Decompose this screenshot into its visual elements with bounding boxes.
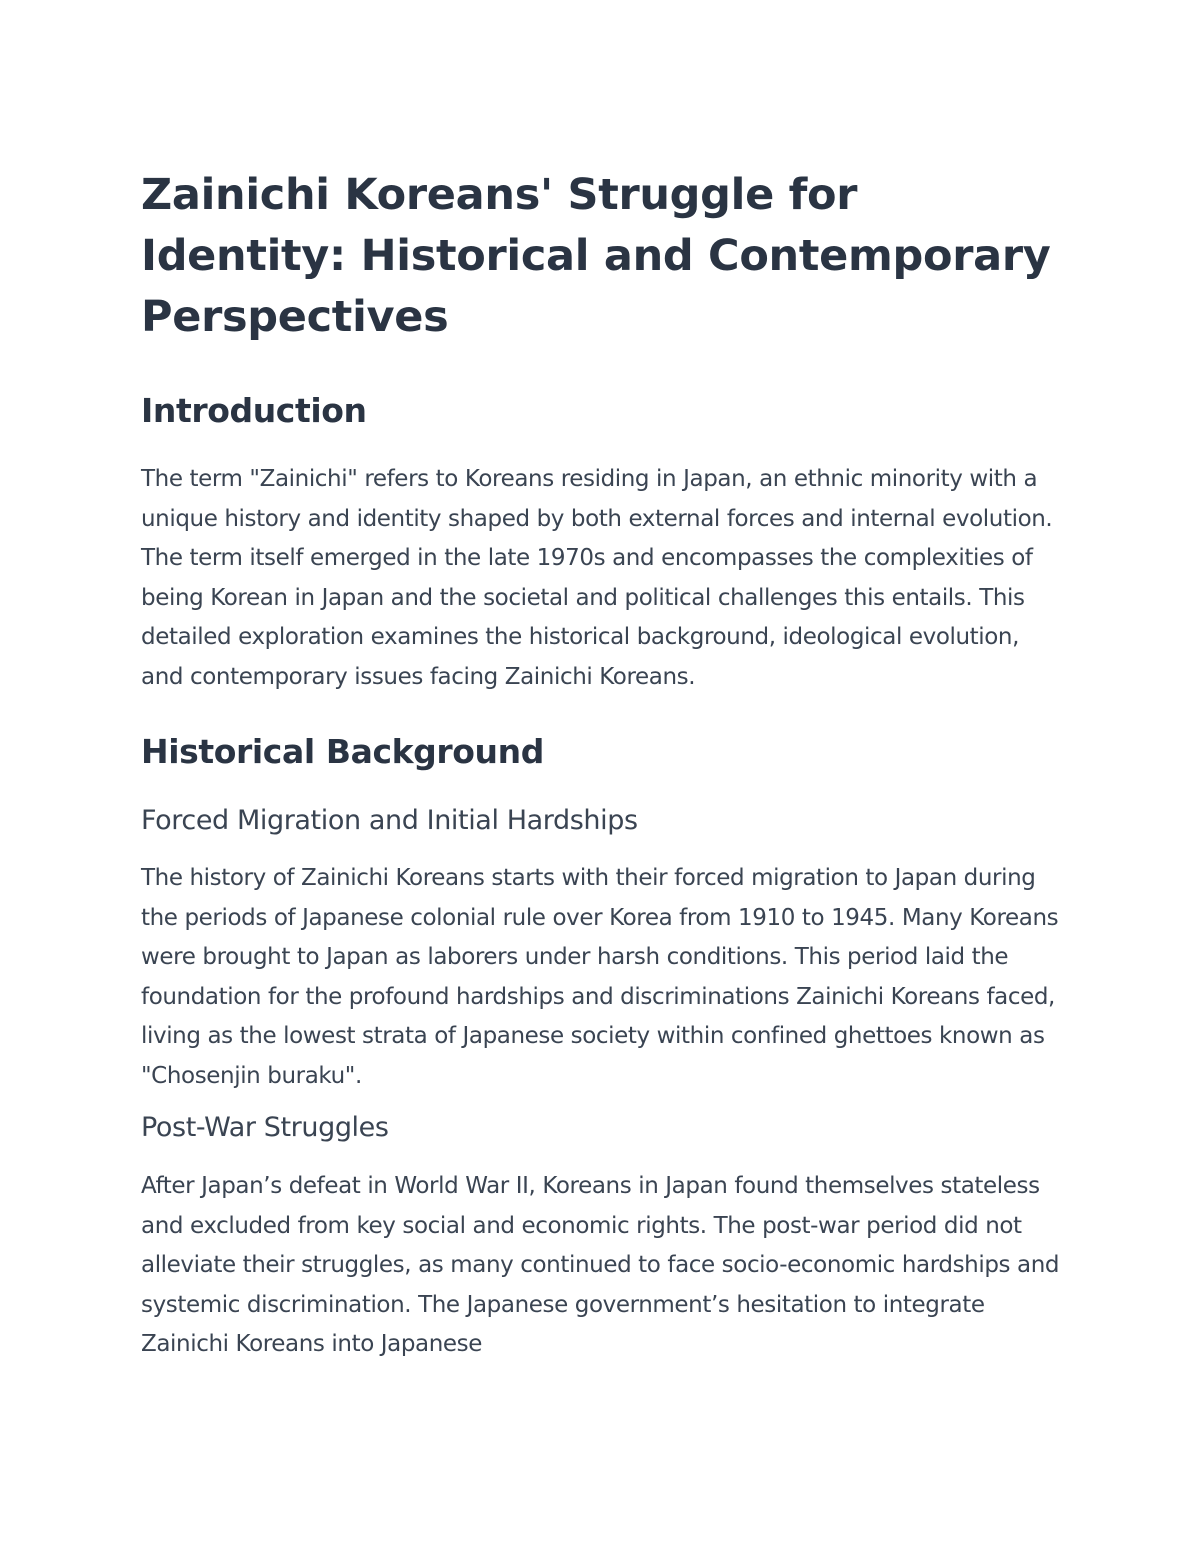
section-heading-introduction: Introduction — [141, 391, 367, 430]
subsection-heading-post-war-struggles: Post-War Struggles — [141, 1112, 389, 1143]
document-title: Zainichi Koreans' Struggle for Identity: Historical and Contemporary Perspectives — [141, 170, 1051, 342]
forced-migration-paragraph: The history of Zainichi Koreans starts with their forced migration to Japan during the periods of Japanese colonial rule over Korea from 1910 to 1945. Many Koreans were brought to Japan as laborers under harsh conditions. This period laid the foundation for the profound hardships and discriminations Zainichi Koreans faced, living as the lowest strata of Japanese society within confined ghettoes known as "Chosenjin buraku". — [141, 865, 1059, 1089]
document-page — [141, 165, 1061, 1365]
subsection-heading-forced-migration: Forced Migration and Initial Hardships — [141, 805, 638, 836]
section-heading-historical-background: Historical Background — [141, 732, 544, 771]
post-war-struggles-paragraph: After Japan’s defeat in World War II, Koreans in Japan found themselves stateless and excluded from key social and economic rights. The post-war period did not alleviate their struggles, as many continued to face socio-economic hardships and systemic discrimination. The Japanese government’s hesitation to integrate Zainichi Koreans into Japanese — [141, 1173, 1060, 1357]
introduction-paragraph: The term "Zainichi" refers to Koreans residing in Japan, an ethnic minority with a unique history and identity shaped by both external forces and internal evolution. The term itself emerged in the late 1970s and encompasses the complexities of being Korean in Japan and the societal and political challenges this entails. This detailed exploration examines the historical background, ideological evolution, and contemporary issues facing Zainichi Koreans. — [141, 466, 1053, 690]
